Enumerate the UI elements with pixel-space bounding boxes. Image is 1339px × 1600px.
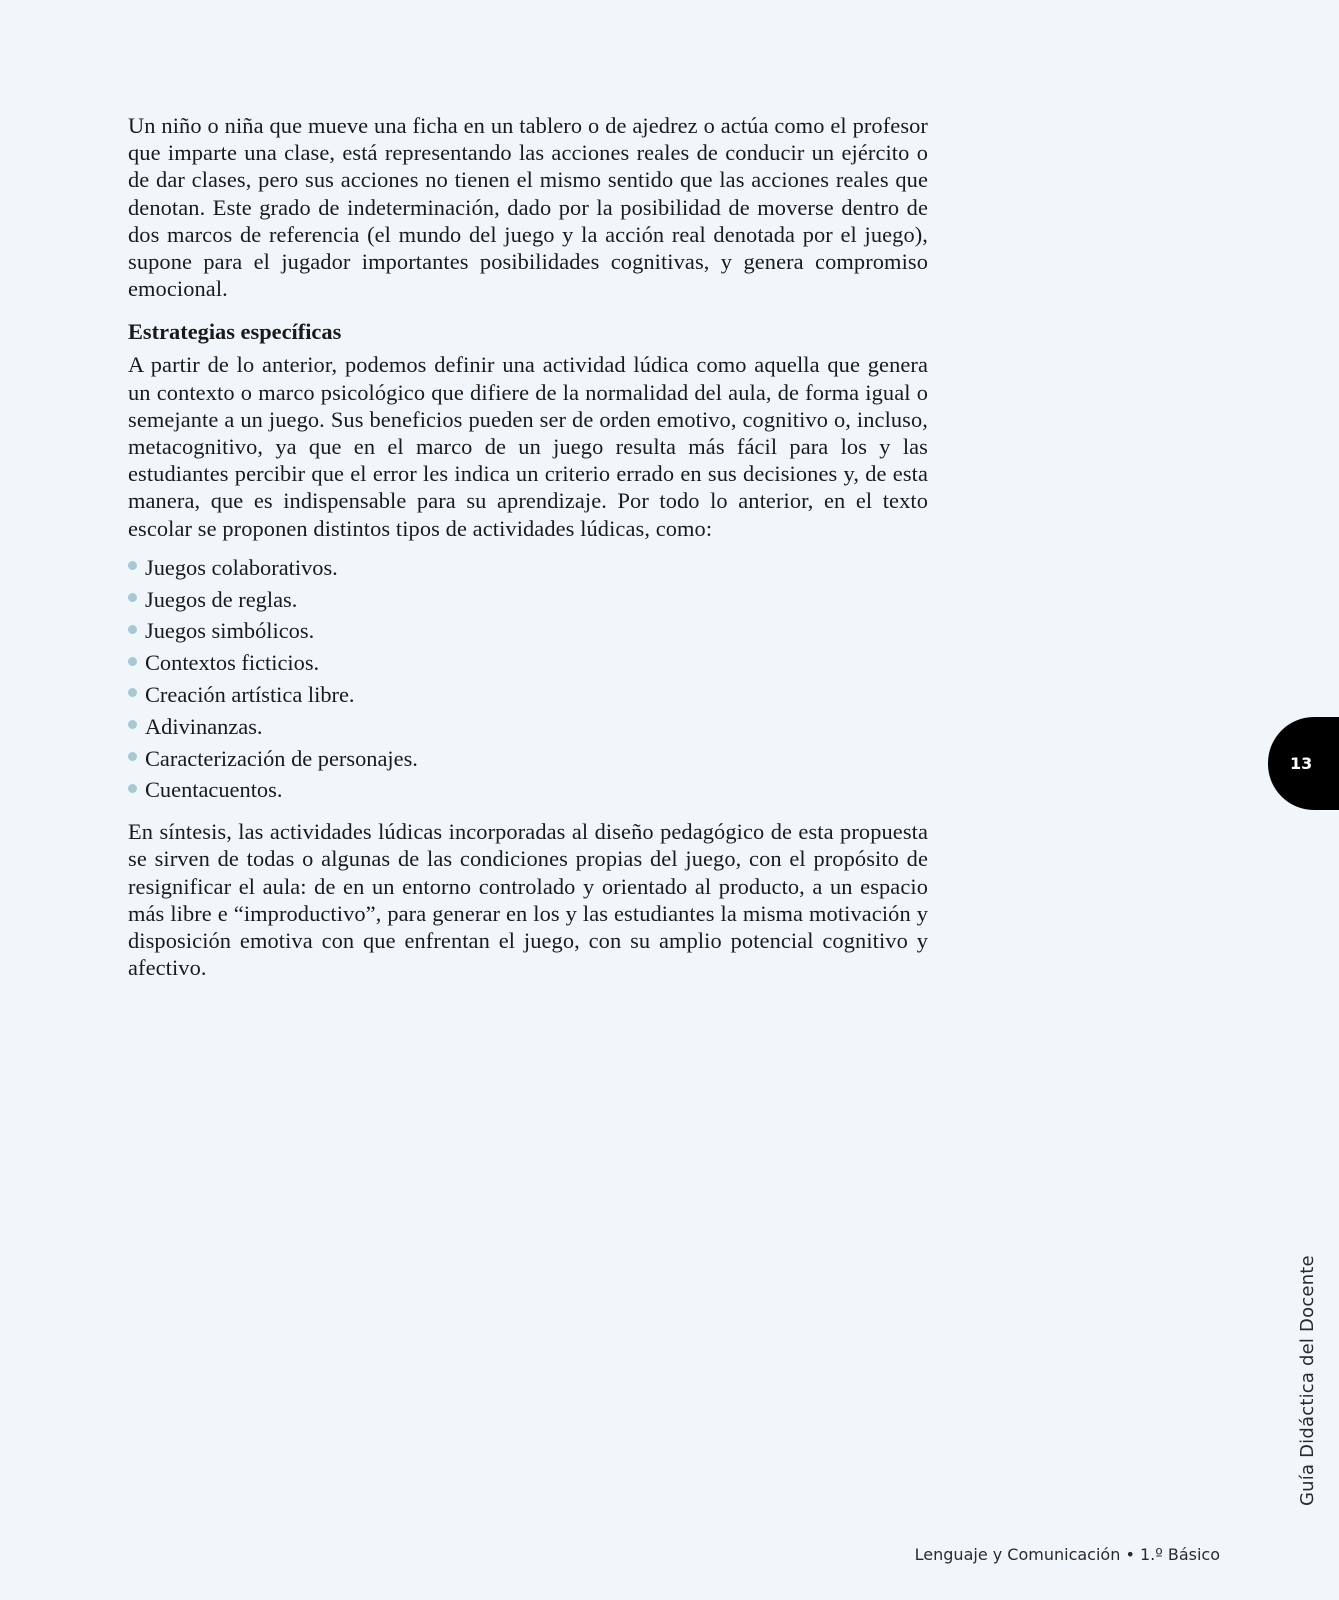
bullet-icon bbox=[128, 593, 137, 602]
list-item-label: Contextos ficticios. bbox=[145, 650, 320, 676]
side-title: Guía Didáctica del Docente bbox=[1297, 1255, 1318, 1506]
footer-text: Lenguaje y Comunicación • 1.º Básico bbox=[914, 1545, 1220, 1564]
list-item-label: Juegos simbólicos. bbox=[145, 618, 315, 644]
bullet-icon bbox=[128, 752, 137, 761]
paragraph-definition: A partir de lo anterior, podemos definir una actividad lúdica como aquella que genera un contexto o marco psicológico que difiere de la normalidad del aula, de forma igual o semejante a un juego. Sus beneficios pueden ser de orden emotivo, cognitivo o, incluso, metacognitivo, ya que en el marco de un juego resulta más fácil para los y las estudiantes percibir que el error les indica un criterio errado en sus decisiones y, de esta manera, que es indispensable para su aprendizaje. Por todo lo anterior, en el texto escolar se proponen distintos tipos de actividades lúdicas, como: bbox=[128, 352, 928, 541]
list-item bbox=[128, 679, 928, 711]
list-item-label: Creación artística libre. bbox=[145, 681, 355, 707]
list-item bbox=[128, 552, 928, 584]
list-item-label: Adivinanzas. bbox=[145, 713, 263, 739]
bullet-icon bbox=[128, 625, 137, 634]
list-item-label: Cuentacuentos. bbox=[145, 777, 283, 803]
paragraph-synthesis: En síntesis, las actividades lúdicas incorporadas al diseño pedagógico de esta propuesta se sirven de todas o algunas de las condiciones propias del juego, con el propósito de resignificar el aula: de en un entorno controlado y orientado al producto, a un espacio más libre e “improductivo”, para generar en los y las estudiantes la misma motivación y disposición emotiva con que enfrentan el juego, con su amplio potencial cognitivo y afectivo. bbox=[128, 819, 928, 981]
list-item bbox=[128, 774, 928, 806]
list-item-label: Juegos colaborativos. bbox=[145, 554, 338, 580]
list-item-label: Caracterización de personajes. bbox=[145, 745, 418, 771]
page-number-tab bbox=[1268, 717, 1339, 810]
bullet-icon bbox=[128, 657, 137, 666]
bullet-icon bbox=[128, 784, 137, 793]
list-item bbox=[128, 584, 928, 616]
list-item bbox=[128, 711, 928, 743]
activity-list bbox=[128, 552, 928, 806]
section-heading: Estrategias específicas bbox=[128, 319, 342, 345]
list-item bbox=[128, 743, 928, 775]
page-number: 13 bbox=[1290, 754, 1313, 773]
paragraph-intro: Un niño o niña que mueve una ficha en un tablero o de ajedrez o actúa como el profesor que imparte una clase, está representando las acciones reales de conducir un ejército o de dar clases, pero sus acciones no tienen el mismo sentido que las acciones reales que denotan. Este grado de indeterminación, dado por la posibilidad de moverse dentro de dos marcos de referencia (el mundo del juego y la acción real denotada por el juego), supone para el jugador importantes posibilidades cognitivas, y genera compromiso emocional. bbox=[128, 113, 928, 302]
main-content bbox=[128, 112, 928, 981]
bullet-icon bbox=[128, 561, 137, 570]
bullet-icon bbox=[128, 720, 137, 729]
list-item bbox=[128, 615, 928, 647]
bullet-icon bbox=[128, 688, 137, 697]
list-item bbox=[128, 647, 928, 679]
list-item-label: Juegos de reglas. bbox=[145, 586, 298, 612]
